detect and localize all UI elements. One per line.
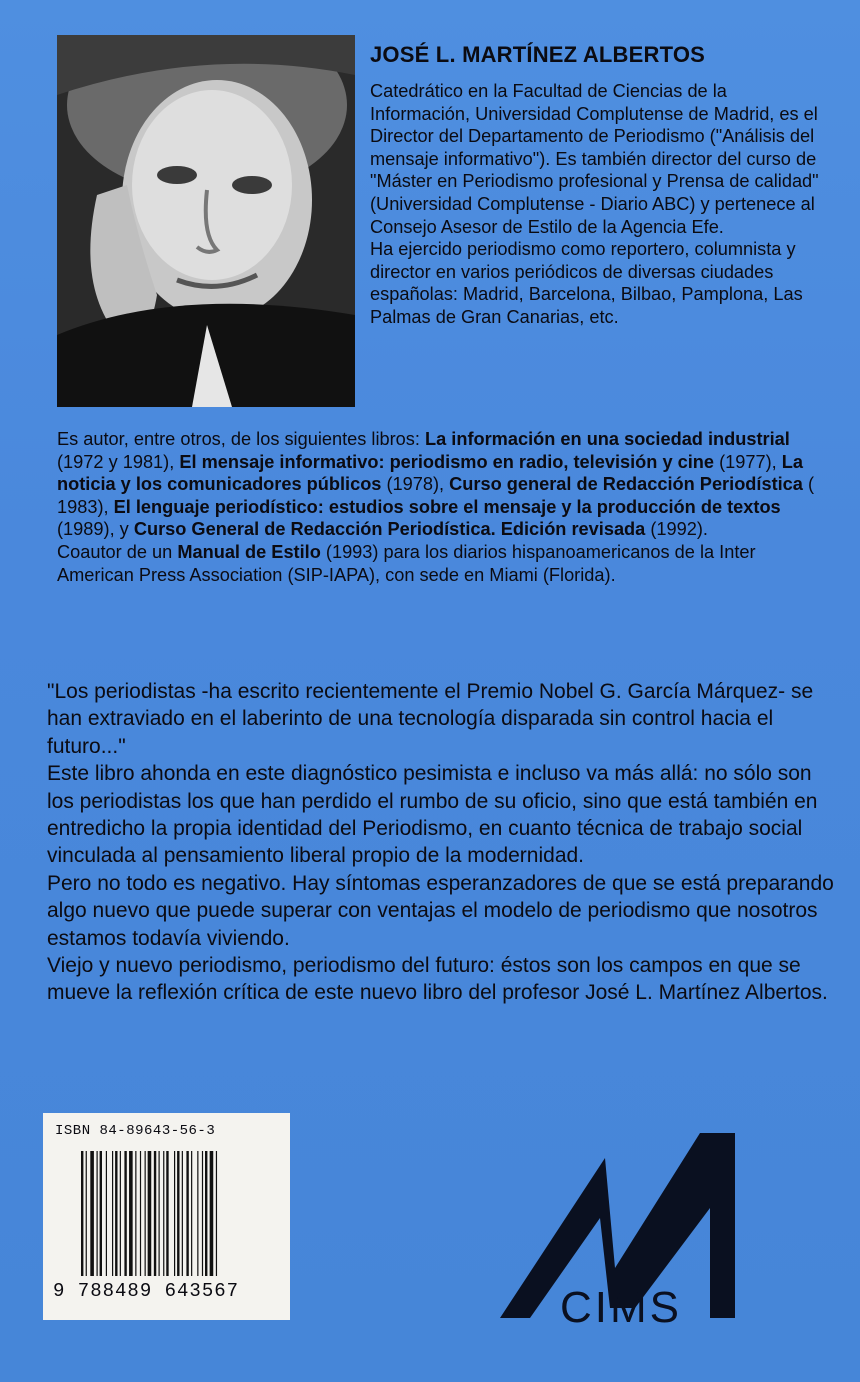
barcode-number: 9 788489 643567 (53, 1280, 240, 1302)
publisher-logo-text: CIMS (560, 1283, 682, 1332)
book-year: (1977), (714, 451, 782, 472)
barcode-icon (81, 1151, 261, 1286)
author-portrait-image (57, 35, 355, 407)
book-year: (1972 y 1981), (57, 451, 180, 472)
blurb-paragraph: "Los periodistas -ha escrito recientemente el Premio Nobel G. García Márquez- se han extraviado en el laberinto de una tecnología disparada sin control hacia el futuro..." (47, 680, 814, 758)
author-photo (57, 35, 355, 407)
blurb-paragraph: Viejo y nuevo periodismo, periodismo del futuro: éstos son los campos en que se mueve la reflexión crítica de este nuevo libro del profesor José L. Martínez Albertos. (47, 954, 828, 1005)
books-intro: Es autor, entre otros, de los siguientes libros: (57, 429, 425, 449)
book-title: Curso General de Redacción Periodística. Edición revisada (133, 519, 646, 540)
book-title: Manual de Estilo (177, 541, 321, 562)
coauthor-text: (1993) para los diarios hispanoamericanos de la Inter American Press Association (SIP-IAPA), con sede en Miami (Florida). (57, 541, 756, 585)
blurb-paragraph: Pero no todo es negativo. Hay síntomas esperanzadores de que se está preparando algo nuevo que puede superar con ventajas el modelo de periodismo que nosotros estamos todavía viviendo. (47, 871, 834, 950)
book-year: (1992). (645, 519, 708, 540)
blurb-paragraph: Este libro ahonda en este diagnóstico pesimista e incluso va más allá: no sólo son los periodistas los que han perdido el rumbo de su oficio, sino que está también en entredicho la propia identidad del Periodismo, en cuanto técnica de trabajo social vinculada al pensamiento liberal propio de la modernidad. (47, 762, 818, 868)
bio-paragraph: Ha ejercido periodismo como reportero, columnista y director en varios periódicos de diversas ciudades españolas: Madrid, Barcelona, Bilbao, Pamplona, Las Palmas de Gran Canarias, etc. (370, 239, 803, 327)
books-list (57, 428, 827, 586)
book-title: Curso general de Redacción Periodística (449, 474, 803, 495)
blurb (47, 678, 837, 1007)
coauthor-text: Coautor de un (57, 541, 178, 562)
isbn-label: ISBN 84-89643-56-3 (55, 1123, 216, 1139)
author-bio (370, 80, 830, 329)
book-year: (1989), y (57, 519, 134, 540)
book-title: El mensaje informativo: periodismo en radio, televisión y cine (179, 451, 715, 472)
author-name: JOSÉ L. MARTÍNEZ ALBERTOS (370, 42, 706, 67)
book-title: La información en una sociedad industrial (425, 429, 790, 449)
bio-paragraph: Catedrático en la Facultad de Ciencias de la Información, Universidad Complutense de Madrid, es el Director del Departamento de Periodismo ("Análisis del mensaje informativo"). Es también director del curso de "Máster en Periodismo profesional y Prensa de calidad" (Universidad Complutense - Diario ABC) y pertenece al Consejo Asesor de Estilo de la Agencia Efe. (370, 81, 819, 237)
barcode-panel (43, 1113, 290, 1320)
book-title: El lenguaje periodístico: estudios sobre el mensaje y la producción de textos (113, 496, 781, 517)
book-year: ( 1983), (57, 474, 815, 517)
book-title: La noticia y los comunicadores públicos (57, 451, 803, 495)
book-year: (1978), (381, 474, 450, 495)
